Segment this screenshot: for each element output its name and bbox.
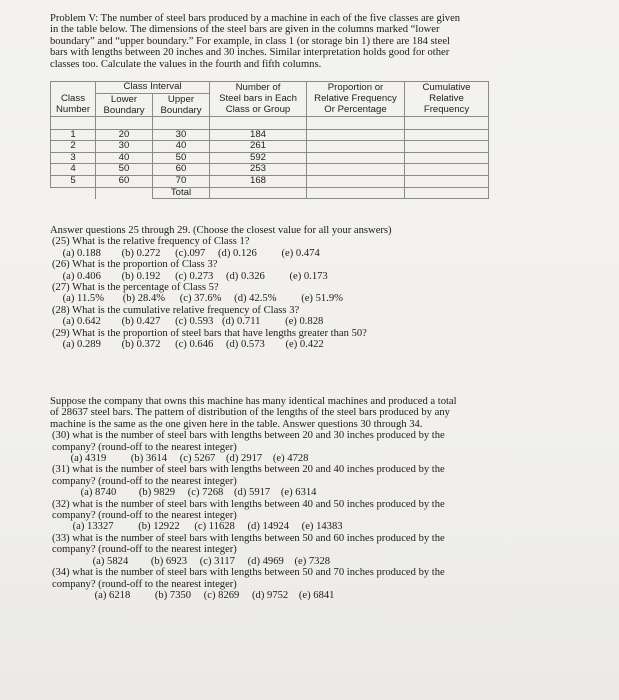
option: (b) 3614 bbox=[130, 453, 168, 465]
cell-proportion bbox=[307, 141, 405, 153]
option: (d) 42.5% bbox=[234, 293, 277, 305]
option: (e) 6314 bbox=[280, 487, 317, 499]
option: (d) 14924 bbox=[247, 521, 290, 533]
answer-options bbox=[50, 521, 457, 532]
header-class: Class Number bbox=[51, 82, 96, 117]
option: (a) 6218 bbox=[94, 589, 131, 601]
option: (e) 0.173 bbox=[289, 270, 328, 282]
answer-options bbox=[50, 248, 392, 259]
question-text: (31) what is the number of steel bars with lengths between 20 and 40 inches produced by the bbox=[52, 464, 445, 476]
total-row bbox=[51, 187, 489, 199]
option: (e) 4728 bbox=[272, 453, 309, 465]
intro-line: classes too. Calculate the values in the fourth and fifth columns. bbox=[50, 58, 322, 70]
cell-proportion bbox=[307, 129, 405, 141]
option: (b) 0.272 bbox=[121, 247, 161, 259]
answer-options bbox=[50, 293, 392, 304]
option: (a) 13327 bbox=[72, 521, 114, 533]
option: (b) 0.192 bbox=[121, 270, 161, 282]
scenario-line: Suppose the company that owns this machine has many identical machines and produced a total bbox=[50, 396, 457, 407]
question-text: company? (round-off to the nearest integer) bbox=[52, 475, 237, 487]
cell-upper: 50 bbox=[153, 152, 210, 164]
cell-count: 592 bbox=[210, 152, 307, 164]
question-text: (33) what is the number of steel bars with lengths between 50 and 60 inches produced by the bbox=[52, 532, 445, 544]
option: (a) 0.642 bbox=[62, 316, 101, 328]
option: (e) 51.9% bbox=[301, 293, 343, 305]
question-text: company? (round-off to the nearest integer) bbox=[52, 510, 237, 522]
cell-lower: 30 bbox=[96, 141, 153, 153]
cell-lower: 60 bbox=[96, 175, 153, 187]
question-text: (32) what is the number of steel bars with lengths between 40 and 50 inches produced by the bbox=[52, 498, 445, 510]
header-lower-boundary: Lower Boundary bbox=[96, 93, 153, 116]
answer-options bbox=[50, 271, 392, 282]
cell-cumulative bbox=[405, 141, 489, 153]
option: (d) 2917 bbox=[226, 453, 263, 465]
cell-count: 261 bbox=[210, 141, 307, 153]
header-upper-boundary: Upper Boundary bbox=[153, 93, 210, 116]
cell-lower: 20 bbox=[96, 129, 153, 141]
question-text: (29) What is the proportion of steel bars that have lengths greater than 50? bbox=[52, 327, 367, 339]
question-text: company? (round-off to the nearest integer) bbox=[52, 578, 237, 590]
option: (e) 6841 bbox=[298, 589, 335, 601]
option: (b) 9829 bbox=[138, 487, 176, 499]
option: (c) 0.646 bbox=[175, 339, 214, 351]
intro-line: boundary” and “upper boundary.” For example, in class 1 (or storage bin 1) there are 184 steel bbox=[50, 35, 450, 47]
option: (c) 7268 bbox=[187, 487, 224, 499]
table-row bbox=[51, 164, 489, 176]
question-text: (26) What is the proportion of Class 3? bbox=[52, 259, 218, 271]
question-text: (34) what is the number of steel bars with lengths between 50 and 70 inches produced by the bbox=[52, 567, 445, 579]
header-number-of-bars: Number of Steel bars in Each Class or Group bbox=[210, 82, 307, 117]
intro-line: in the table below. The dimensions of the steel bars are given in the columns marked “lower bbox=[50, 24, 440, 36]
cell-total-proportion bbox=[307, 187, 405, 199]
cell-class: 1 bbox=[51, 129, 96, 141]
option: (e) 0.828 bbox=[285, 316, 324, 328]
option: (d) 0.326 bbox=[225, 270, 265, 282]
header-proportion: Proportion or Relative Frequency Or Percentage bbox=[307, 82, 405, 117]
answer-options bbox=[50, 487, 457, 498]
cell-count: 168 bbox=[210, 175, 307, 187]
questions-30-34 bbox=[50, 396, 457, 601]
question-text: (28) What is the cumulative relative frequency of Class 3? bbox=[52, 304, 300, 316]
option: (c) 37.6% bbox=[179, 293, 222, 305]
option: (a) 0.406 bbox=[62, 270, 101, 282]
table-row bbox=[51, 141, 489, 153]
answer-options bbox=[50, 453, 457, 464]
option: (b) 0.372 bbox=[121, 339, 161, 351]
option: (c) 0.593 bbox=[175, 316, 214, 328]
option: (c) 5267 bbox=[179, 453, 216, 465]
option: (d) 0.711 bbox=[221, 316, 261, 328]
answer-options bbox=[50, 339, 392, 350]
cell-cumulative bbox=[405, 152, 489, 164]
header-class-interval: Class Interval bbox=[96, 82, 210, 94]
questions-25-29 bbox=[50, 225, 392, 350]
cell-proportion bbox=[307, 164, 405, 176]
option: (c) 8269 bbox=[203, 589, 240, 601]
cell-cumulative bbox=[405, 164, 489, 176]
header-cumulative: Cumulative Relative Frequency bbox=[405, 82, 489, 117]
option: (d) 0.573 bbox=[225, 339, 265, 351]
option: (c) 11628 bbox=[194, 521, 235, 533]
cell-total-cumulative bbox=[405, 187, 489, 199]
option: (a) 4319 bbox=[70, 453, 107, 465]
option: (e) 14383 bbox=[301, 521, 343, 533]
option: (d) 0.126 bbox=[218, 247, 257, 259]
option: (d) 9752 bbox=[252, 589, 289, 601]
cell-cumulative bbox=[405, 175, 489, 187]
option: (b) 0.427 bbox=[121, 316, 161, 328]
question-text: (30) what is the number of steel bars with lengths between 20 and 30 inches produced by the bbox=[52, 430, 445, 442]
cell-upper: 70 bbox=[153, 175, 210, 187]
cell-proportion bbox=[307, 175, 405, 187]
question-text: company? (round-off to the nearest integer) bbox=[52, 544, 237, 556]
steel-bars-table bbox=[50, 81, 489, 199]
scenario-line: of 28637 steel bars. The pattern of distribution of the lengths of the steel bars produced by any bbox=[50, 407, 450, 419]
option: (a) 0.188 bbox=[62, 247, 101, 259]
cell-lower: 50 bbox=[96, 164, 153, 176]
cell-class: 2 bbox=[51, 141, 96, 153]
cell-lower: 40 bbox=[96, 152, 153, 164]
table-row bbox=[51, 129, 489, 141]
cell-count: 184 bbox=[210, 129, 307, 141]
cell-proportion bbox=[307, 152, 405, 164]
option: (b) 7350 bbox=[154, 589, 192, 601]
question-text: (25) What is the relative frequency of Class 1? bbox=[52, 236, 250, 248]
option: (e) 0.474 bbox=[281, 247, 320, 259]
option: (b) 28.4% bbox=[122, 293, 166, 305]
total-label: Total bbox=[153, 187, 210, 199]
cell-upper: 40 bbox=[153, 141, 210, 153]
option: (b) 6923 bbox=[150, 555, 188, 567]
cell-total-count bbox=[210, 187, 307, 199]
intro-line: Problem V: The number of steel bars produced by a machine in each of the five classes are given bbox=[50, 13, 461, 24]
option: (a) 0.289 bbox=[62, 339, 101, 351]
question-text: (27) What is the percentage of Class 5? bbox=[52, 282, 219, 294]
table-row bbox=[51, 175, 489, 187]
answer-options bbox=[50, 556, 457, 567]
scenario-line: machine is the same as the one given here in the table. Answer questions 30 through 34. bbox=[50, 418, 423, 430]
option: (c).097 bbox=[175, 247, 206, 259]
cell-class: 3 bbox=[51, 152, 96, 164]
cell-class: 5 bbox=[51, 175, 96, 187]
cell-count: 253 bbox=[210, 164, 307, 176]
questions-instructions: Answer questions 25 through 29. (Choose the closest value for all your answers) bbox=[50, 225, 392, 236]
option: (d) 4969 bbox=[247, 555, 284, 567]
cell-class: 4 bbox=[51, 164, 96, 176]
cell-cumulative bbox=[405, 129, 489, 141]
option: (b) 12922 bbox=[138, 521, 180, 533]
option: (e) 0.422 bbox=[285, 339, 324, 351]
answer-options bbox=[50, 590, 457, 601]
answer-options bbox=[50, 316, 392, 327]
table-row bbox=[51, 152, 489, 164]
cell-upper: 30 bbox=[153, 129, 210, 141]
cell-upper: 60 bbox=[153, 164, 210, 176]
option: (c) 3117 bbox=[199, 555, 235, 567]
option: (e) 7328 bbox=[294, 555, 331, 567]
option: (a) 8740 bbox=[80, 487, 117, 499]
intro-line: bars with lengths between 20 inches and 30 inches. Similar interpretation holds good for other bbox=[50, 47, 450, 59]
question-text: company? (round-off to the nearest integer) bbox=[52, 441, 237, 453]
option: (c) 0.273 bbox=[175, 270, 214, 282]
option: (d) 5917 bbox=[234, 487, 271, 499]
option: (a) 5824 bbox=[92, 555, 129, 567]
problem-intro bbox=[50, 13, 550, 70]
option: (a) 11.5% bbox=[62, 293, 105, 305]
